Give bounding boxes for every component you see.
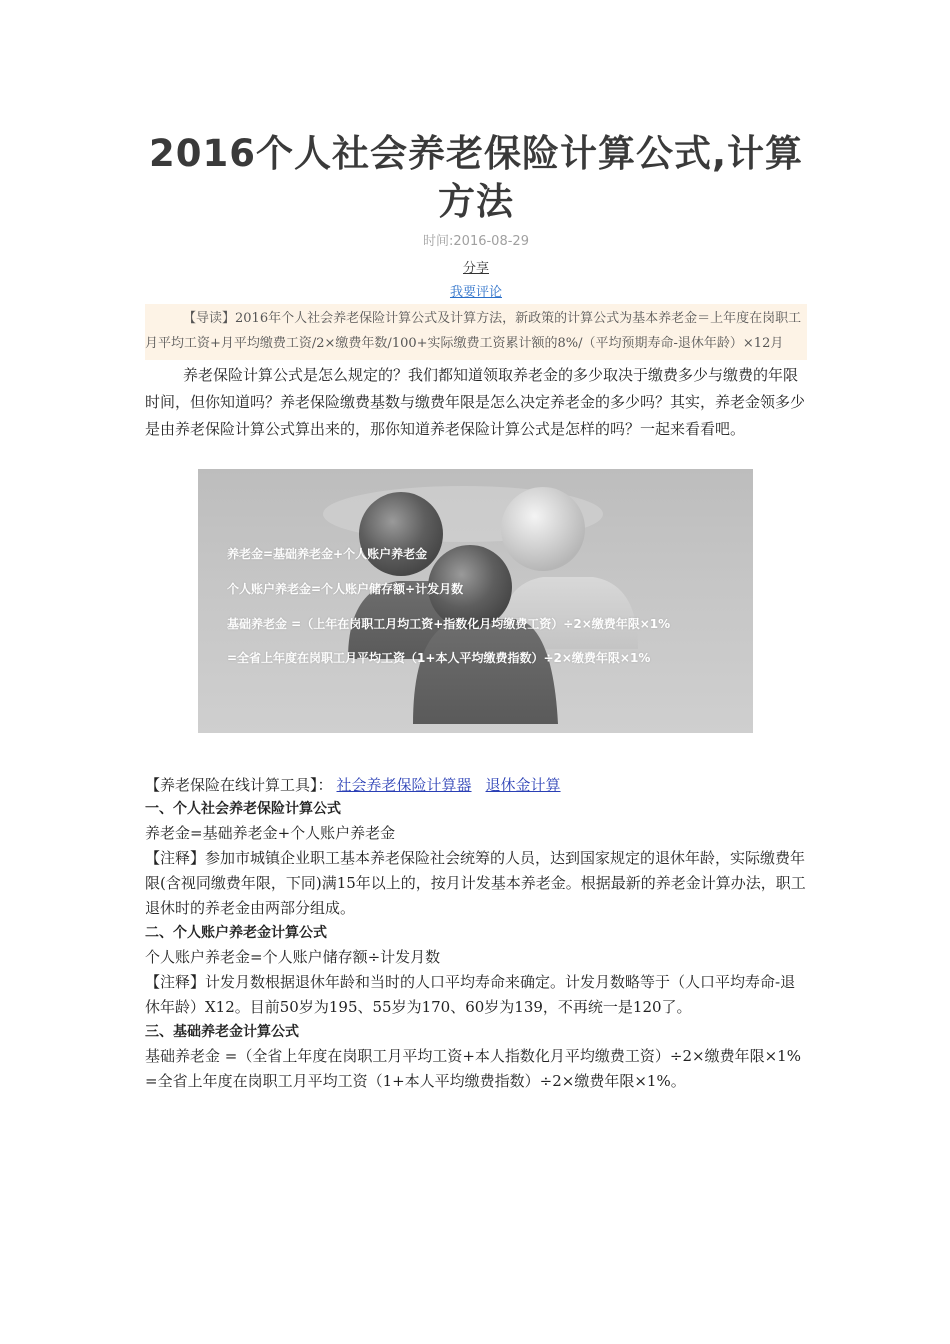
title-line-2: 方法 xyxy=(438,180,514,223)
title-line-1: 2016个人社会养老保险计算公式,计算 xyxy=(148,132,804,175)
section-2-heading: 二、个人账户养老金计算公式 xyxy=(145,925,327,941)
figure-formula-4: =全省上年度在岗职工月平均工资（1+本人平均缴费指数）÷2×缴费年限×1% xyxy=(227,651,651,665)
tools-label: 【养老保险在线计算工具】： xyxy=(145,776,333,794)
section-2-note: 【注释】计发月数根据退休年龄和当时的人口平均寿命来确定。计发月数略等于（人口平均寿命-退休年龄）X12。目前50岁为195、55岁为170、60岁为139，不再统一是120了。 xyxy=(145,973,796,1016)
page-title xyxy=(145,130,807,226)
lead-summary: 【导读】2016年个人社会养老保险计算公式及计算方法，新政策的计算公式为基本养老金＝上年度在岗职工月平均工资+月平均缴费工资/2×缴费年数/100+实际缴费工资累计额的8%/（平均预期寿命-退休年龄）×12月 xyxy=(145,304,807,360)
people-illustration xyxy=(198,469,753,733)
online-tools xyxy=(145,773,807,797)
section-1-note: 【注释】参加市城镇企业职工基本养老保险社会统筹的人员，达到国家规定的退休年龄，实际缴费年限(含视同缴费年限，下同)满15年以上的，按月计发基本养老金。根据最新的养老金计算办法，职工退休时的养老金由两部分组成。 xyxy=(145,849,806,917)
article xyxy=(145,0,807,1094)
section-3-formula: 基础养老金 =（全省上年度在岗职工月平均工资+本人指数化月平均缴费工资）÷2×缴费年限×1% =全省上年度在岗职工月平均工资（1+本人平均缴费指数）÷2×缴费年限×1%。 xyxy=(145,1047,801,1090)
section-1-formula: 养老金=基础养老金+个人账户养老金 xyxy=(145,824,396,842)
retirement-calculator-link[interactable]: 退休金计算 xyxy=(485,776,561,794)
publish-date: 时间:2016-08-29 xyxy=(423,234,529,249)
comment-link[interactable]: 我要评论 xyxy=(449,285,502,300)
figure-formula-3: 基础养老金 =（上年在岗职工月均工资+指数化月均缴费工资）÷2×缴费年限×1% xyxy=(227,617,671,631)
section-3-heading: 三、基础养老金计算公式 xyxy=(145,1024,299,1040)
pension-calculator-link[interactable]: 社会养老保险计算器 xyxy=(336,776,472,794)
share-link[interactable]: 分享 xyxy=(462,261,489,276)
figure-formula-1: 养老金=基础养老金+个人账户养老金 xyxy=(227,547,428,561)
section-1-heading: 一、个人社会养老保险计算公式 xyxy=(145,801,341,817)
intro-paragraph: 养老保险计算公式是怎么规定的？我们都知道领取养老金的多少取决于缴费多少与缴费的年限时间，但你知道吗？养老保险缴费基数与缴费年限是怎么决定养老金的多少吗？其实，养老金领多少是由养老保险计算公式算出来的，那你知道养老保险计算公式是怎样的吗？一起来看看吧。 xyxy=(145,366,806,438)
formula-image xyxy=(198,469,753,733)
section-2-formula: 个人账户养老金=个人账户储存额÷计发月数 xyxy=(145,948,441,966)
figure-formula-2: 个人账户养老金=个人账户储存额÷计发月数 xyxy=(227,582,464,596)
